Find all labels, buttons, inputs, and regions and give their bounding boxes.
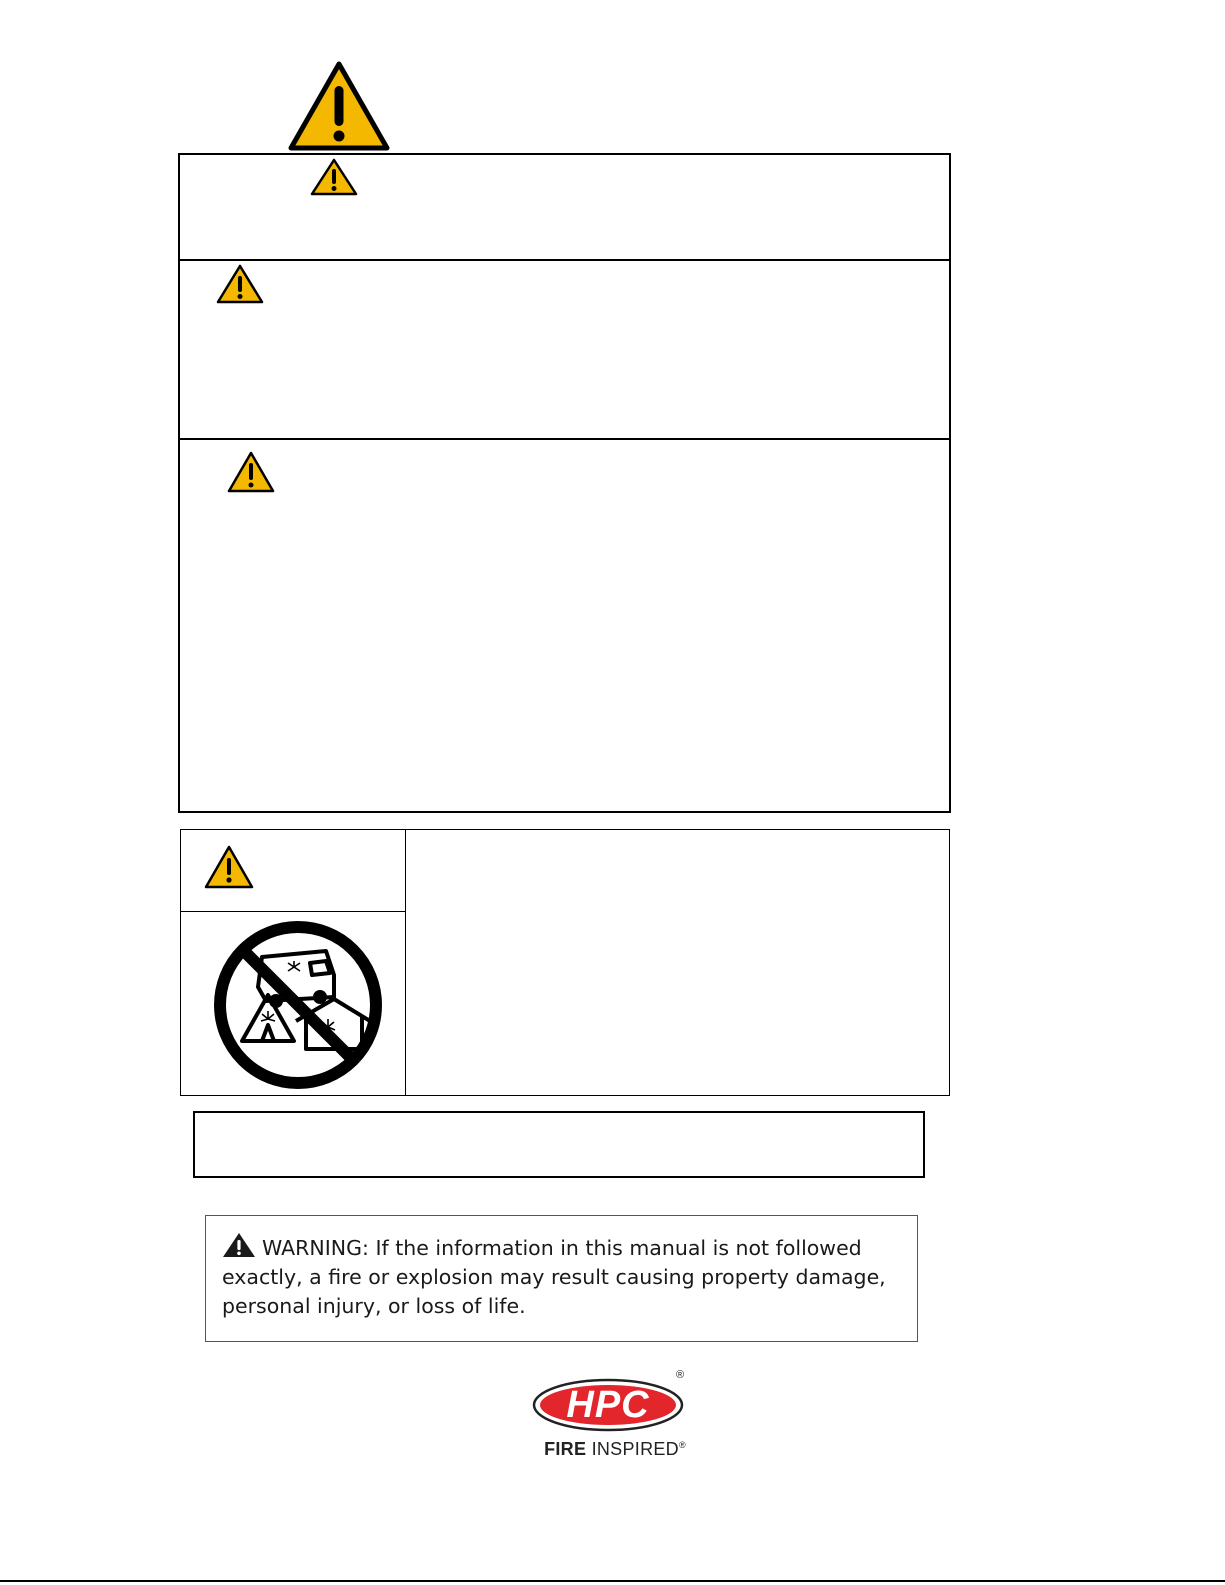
warning-icon	[216, 264, 264, 304]
hpc-logo	[530, 1369, 700, 1467]
tagline	[530, 1439, 700, 1460]
page-bottom-rule	[0, 1580, 1225, 1582]
prohibition-column-divider	[405, 829, 406, 1096]
registered-mark: ®	[676, 1369, 685, 1381]
tagline-bold: FIRE	[544, 1439, 587, 1459]
warning-banner-icon	[222, 1232, 256, 1258]
notice-box	[193, 1111, 925, 1178]
hazard-box	[178, 153, 951, 813]
warning-banner-text: WARNING: If the information in this manual is not followed exactly, a fire or explosion may result causing property damage, personal injury, or loss of life.	[222, 1236, 886, 1318]
hazard-divider-1	[178, 259, 951, 261]
warning-icon	[227, 451, 275, 493]
no-indoor-use-icon	[210, 917, 386, 1093]
hazard-divider-2	[178, 438, 951, 440]
tagline-rest: INSPIRED	[586, 1439, 679, 1459]
warning-icon	[204, 845, 254, 889]
hpc-logo-text: HPC	[566, 1384, 650, 1426]
prohibition-row-divider	[180, 911, 406, 912]
large-warning-icon	[287, 60, 391, 152]
warning-icon	[310, 158, 358, 196]
tagline-registered: ®	[678, 1440, 686, 1450]
warning-banner	[205, 1215, 918, 1342]
